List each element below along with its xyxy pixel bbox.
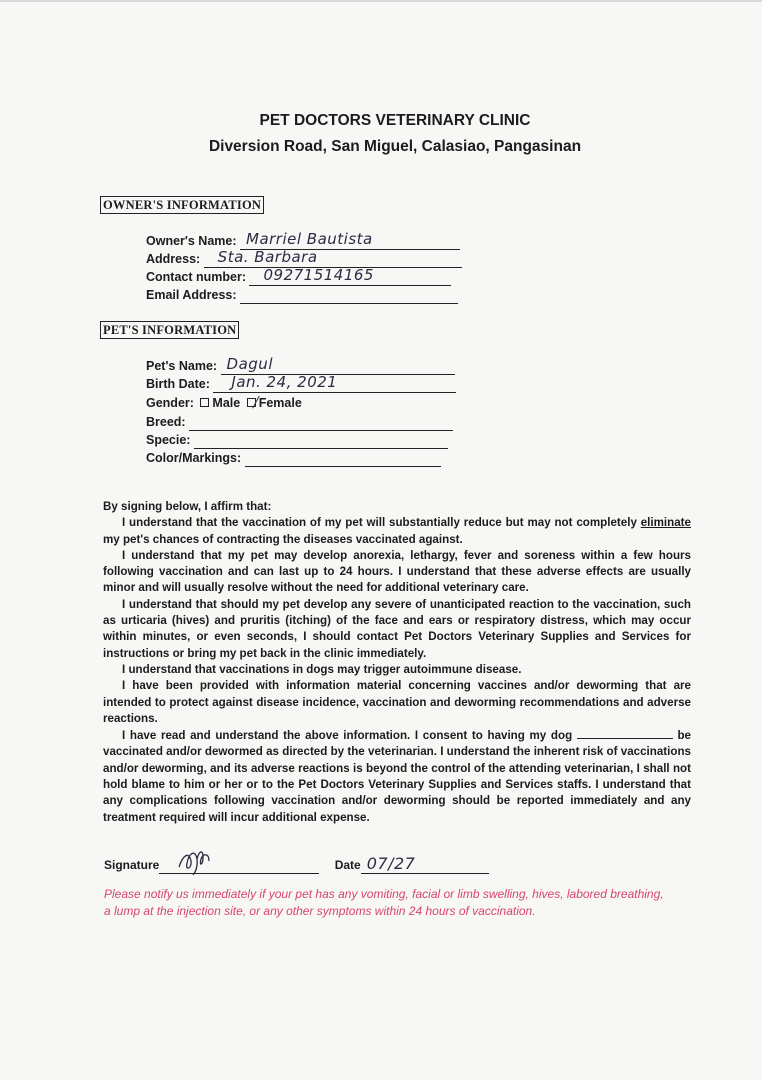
date-line[interactable] xyxy=(361,854,489,874)
consent-paragraph-4: I understand that vaccinations in dogs may trigger autoimmune disease. xyxy=(122,662,522,676)
date-label: Date xyxy=(334,858,361,872)
owner-email-field[interactable] xyxy=(146,286,458,304)
pet-birthdate-value: Jan. 24, 2021 xyxy=(231,373,338,391)
consent-paragraph-3: I understand that should my pet develop any severe of unanticipated reaction to the vaccination, such as urticaria (hives) and pruritis (itching) of the face and ears or respiratory distress, which may occur within minutes, or even seconds, I should contact Pet Doctors Veterinary Supplies and Services for instructions or bring my pet back in the clinic immediately. xyxy=(103,597,691,660)
pet-section-title: PET'S INFORMATION xyxy=(100,321,239,339)
pet-specie-label: Specie: xyxy=(146,433,191,447)
scan-edge xyxy=(0,0,762,2)
owner-name-value: Marriel Bautista xyxy=(246,230,373,248)
pet-gender-label: Gender: xyxy=(146,396,194,410)
pet-color-field[interactable] xyxy=(146,449,441,467)
owner-contact-field[interactable] xyxy=(146,268,451,286)
female-checkbox[interactable] xyxy=(247,398,256,407)
pet-color-label: Color/Markings: xyxy=(146,451,242,465)
notice-text: Please notify us immediately if your pet has any vomiting, facial or limb swelling, hives, labored breathing, a lump at the injection site, or any other symptoms within 24 hours of vaccination. xyxy=(104,887,664,918)
signature-row xyxy=(104,856,489,874)
male-checkbox[interactable] xyxy=(200,398,209,407)
pet-breed-field[interactable] xyxy=(146,413,453,431)
consent-paragraph-2: I understand that my pet may develop anorexia, lethargy, fever and soreness within a few hours following vaccination and can last up to 24 hours. I understand that these adverse effects are usually minor and will usually resolve without the need for additional veterinary care. xyxy=(103,548,691,595)
female-option-label: Female xyxy=(258,396,302,410)
pet-specie-line[interactable] xyxy=(194,431,448,449)
male-option-label: Male xyxy=(212,396,241,410)
pet-birthdate-line[interactable] xyxy=(213,375,456,393)
owner-contact-label: Contact number: xyxy=(146,270,246,284)
dog-name-blank[interactable] xyxy=(577,727,673,739)
owner-section-title: OWNER'S INFORMATION xyxy=(100,196,264,214)
pet-breed-label: Breed: xyxy=(146,415,186,429)
owner-name-label: Owner's Name: xyxy=(146,234,237,248)
signature-mark-icon xyxy=(175,845,215,875)
owner-address-label: Address: xyxy=(146,252,201,266)
clinic-address: Diversion Road, San Miguel, Calasiao, Pangasinan xyxy=(208,138,582,155)
pet-name-value: Dagul xyxy=(226,355,273,373)
consent-intro: By signing below, I affirm that: xyxy=(103,500,272,513)
pet-birthdate-field[interactable] xyxy=(146,375,456,393)
consent-paragraph-5: I have been provided with information material concerning vaccines and/or deworming that are intended to protect against disease incidence, vaccination and deworming recommendations and adverse reactions. xyxy=(103,679,691,725)
emphasis-eliminate: eliminate xyxy=(640,516,691,530)
pet-breed-line[interactable] xyxy=(189,413,453,431)
signature-line[interactable] xyxy=(159,859,319,874)
consent-text xyxy=(103,499,691,826)
owner-contact-value: 09271514165 xyxy=(263,266,374,284)
pet-birthdate-label: Birth Date: xyxy=(146,377,210,391)
pet-specie-field[interactable] xyxy=(146,431,448,449)
owner-email-line[interactable] xyxy=(240,286,458,304)
pet-gender-field xyxy=(146,394,302,412)
owner-contact-line[interactable] xyxy=(249,268,451,286)
owner-email-label: Email Address: xyxy=(146,288,237,302)
pet-name-label: Pet's Name: xyxy=(146,359,218,373)
consent-paragraph-1: I understand that the vaccination of my pet will substantially reduce but may not completely eliminate my pet's chances of contracting the diseases vaccinated against. xyxy=(103,516,691,546)
consent-paragraph-6: I have read and understand the above information. I consent to having my dog be vaccinated and/or dewormed as directed by the veterinarian. I understand the inherent risk of vaccinations and/or deworming, and its adverse reactions is beyond the control of the attending veterinarian, I shall not hold blame to him or her or to the Pet Doctors Veterinary Supplies and Services staffs. I understand that any complications following vaccination and/or deworming should be reported immediately and any treatment required will incur additional expense. xyxy=(103,729,691,824)
signature-label: Signature xyxy=(104,858,160,872)
pet-color-line[interactable] xyxy=(245,449,441,467)
owner-address-value: Sta. Barbara xyxy=(217,248,318,266)
date-value: 07/27 xyxy=(366,854,416,873)
clinic-name: PET DOCTORS VETERINARY CLINIC xyxy=(259,112,531,129)
